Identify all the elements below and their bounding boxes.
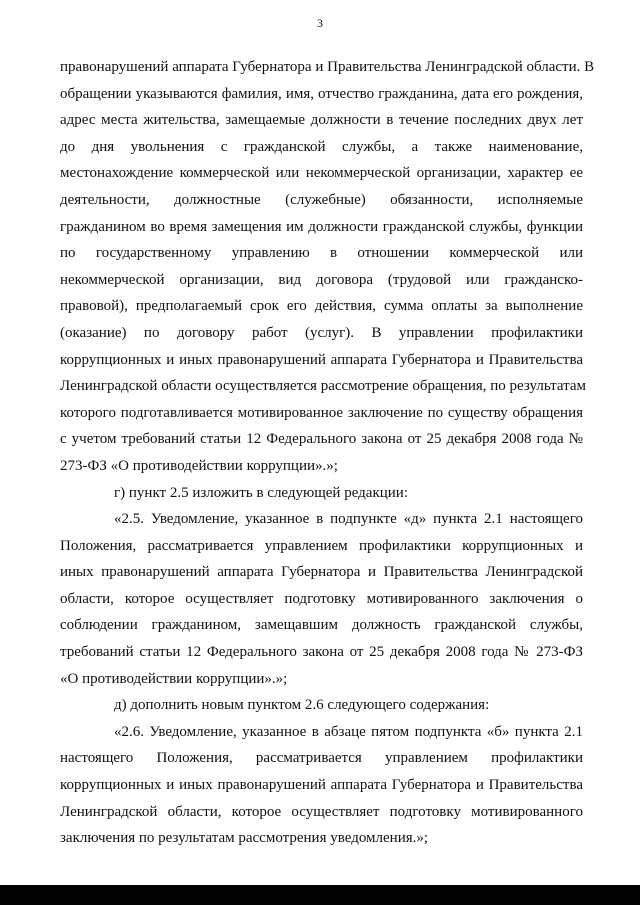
- text-line: иных правонарушений аппарата Губернатора и Правительства Ленинградской: [60, 564, 583, 581]
- text-line: соблюдении гражданином, замещавшим должность гражданской службы,: [60, 617, 583, 634]
- text-line: требований статьи 12 Федерального закона от 25 декабря 2008 года № 273-ФЗ: [60, 644, 583, 661]
- text-line: коррупционных и иных правонарушений аппарата Губернатора и Правительства: [60, 351, 583, 368]
- text-line: настоящего Положения, рассматривается управлением профилактики: [60, 750, 583, 767]
- text-line: с учетом требований статьи 12 Федерального закона от 25 декабря 2008 года №: [60, 431, 583, 448]
- text-line: Ленинградской области осуществляется рассмотрение обращения, по результатам: [60, 378, 587, 395]
- text-line: г) пункт 2.5 изложить в следующей редакции:: [114, 484, 408, 501]
- text-line: Положения, рассматривается управлением профилактики коррупционных и: [60, 537, 583, 554]
- text-line: «О противодействии коррупции».»;: [60, 670, 288, 687]
- text-line: деятельности, должностные (служебные) обязанности, исполняемые: [60, 191, 583, 208]
- text-line: правонарушений аппарата Губернатора и Правительства Ленинградской области. В: [60, 59, 595, 75]
- scan-bottom-border: [0, 885, 640, 905]
- text-line: области, которое осуществляет подготовку мотивированного заключения о: [60, 590, 583, 607]
- text-line: д) дополнить новым пунктом 2.6 следующего содержания:: [114, 697, 490, 714]
- text-line: гражданином во время замещения им должности гражданской службы, функции: [60, 218, 583, 235]
- text-line: Ленинградской области, которое осуществляет подготовку мотивированного: [60, 803, 583, 820]
- page-number: 3: [317, 16, 323, 30]
- text-line: «2.5. Уведомление, указанное в подпункте «д» пункта 2.1 настоящего: [114, 511, 583, 528]
- text-line: которого подготавливается мотивированное заключение по существу обращения: [60, 404, 583, 421]
- text-line: 273-ФЗ «О противодействии коррупции».»;: [60, 457, 338, 474]
- text-line: обращении указываются фамилия, имя, отчество гражданина, дата его рождения,: [60, 85, 583, 102]
- text-line: правовой), предполагаемый срок его действия, сумма оплаты за выполнение: [60, 298, 583, 315]
- text-line: до дня увольнения с гражданской службы, а также наименование,: [60, 138, 583, 155]
- text-line: некоммерческой организации, вид договора (трудовой или гражданско-: [60, 271, 583, 288]
- text-line: заключения по результатам рассмотрения уведомления.»;: [60, 830, 429, 847]
- text-line: местонахождение коммерческой или некоммерческой организации, характер ее: [60, 165, 583, 182]
- text-line: (оказание) по договору работ (услуг). В управлении профилактики: [60, 324, 583, 341]
- text-line: «2.6. Уведомление, указанное в абзаце пятом подпункта «б» пункта 2.1: [114, 723, 583, 740]
- text-line: коррупционных и иных правонарушений аппарата Губернатора и Правительства: [60, 777, 583, 794]
- text-line: по государственному управлению в отношении коммерческой или: [60, 245, 583, 262]
- text-line: адрес места жительства, замещаемые должности в течение последних двух лет: [60, 112, 583, 129]
- document-body: [60, 54, 595, 852]
